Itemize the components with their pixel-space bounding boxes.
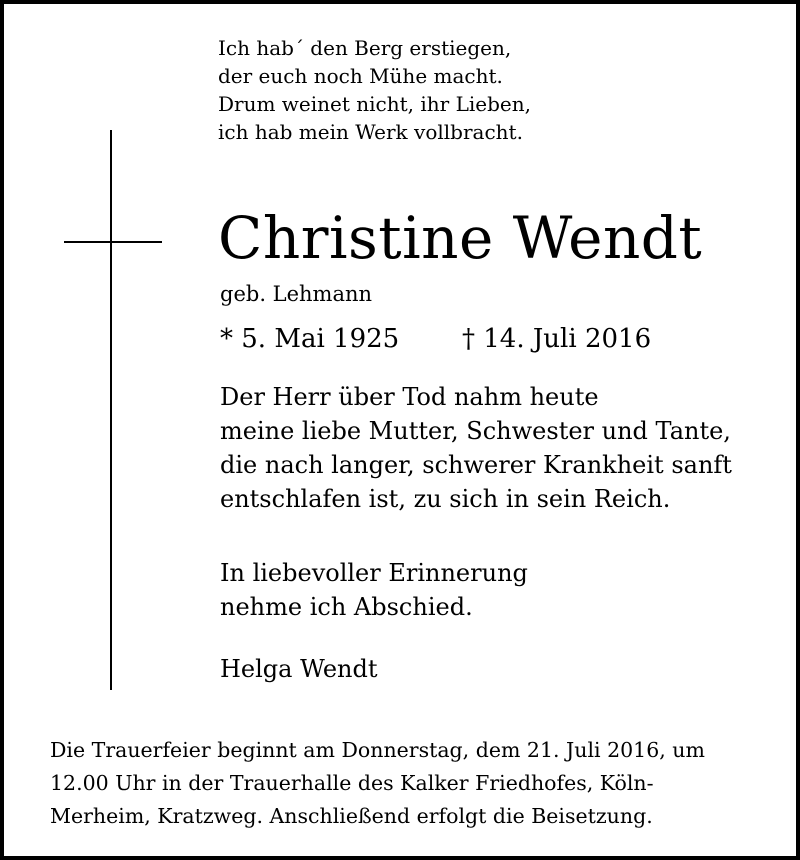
verse-line: Ich hab´ den Berg erstiegen,	[218, 36, 512, 60]
deceased-name: Christine Wendt	[218, 204, 703, 272]
verse-line: Drum weinet nicht, ihr Lieben,	[218, 92, 531, 116]
death-date: † 14. Juli 2016	[462, 324, 652, 354]
verse	[218, 34, 531, 146]
notice-line: 12.00 Uhr in der Trauerhalle des Kalker Friedhofes, Köln-	[50, 771, 654, 795]
message-line: Der Herr über Tod nahm heute	[220, 383, 599, 411]
notice-line: Die Trauerfeier beginnt am Donnerstag, dem 21. Juli 2016, um	[50, 738, 705, 762]
signature: Helga Wendt	[220, 655, 378, 683]
message-line: entschlafen ist, zu sich in sein Reich.	[220, 485, 671, 513]
message	[220, 380, 732, 516]
cross-icon	[110, 130, 112, 690]
message-line: die nach langer, schwerer Krankheit sanft	[220, 451, 732, 479]
verse-line: ich hab mein Werk vollbracht.	[218, 120, 523, 144]
birth-date: * 5. Mai 1925	[220, 324, 400, 354]
maiden-name: geb. Lehmann	[220, 282, 373, 306]
life-dates	[220, 322, 652, 356]
farewell-line: In liebevoller Erinnerung	[220, 559, 528, 587]
farewell-line: nehme ich Abschied.	[220, 593, 473, 621]
message-line: meine liebe Mutter, Schwester und Tante,	[220, 417, 731, 445]
funeral-notice	[50, 734, 705, 833]
verse-line: der euch noch Mühe macht.	[218, 64, 503, 88]
cross-icon-beam	[64, 241, 162, 243]
farewell	[220, 556, 528, 624]
notice-line: Merheim, Kratzweg. Anschließend erfolgt die Beisetzung.	[50, 804, 653, 828]
